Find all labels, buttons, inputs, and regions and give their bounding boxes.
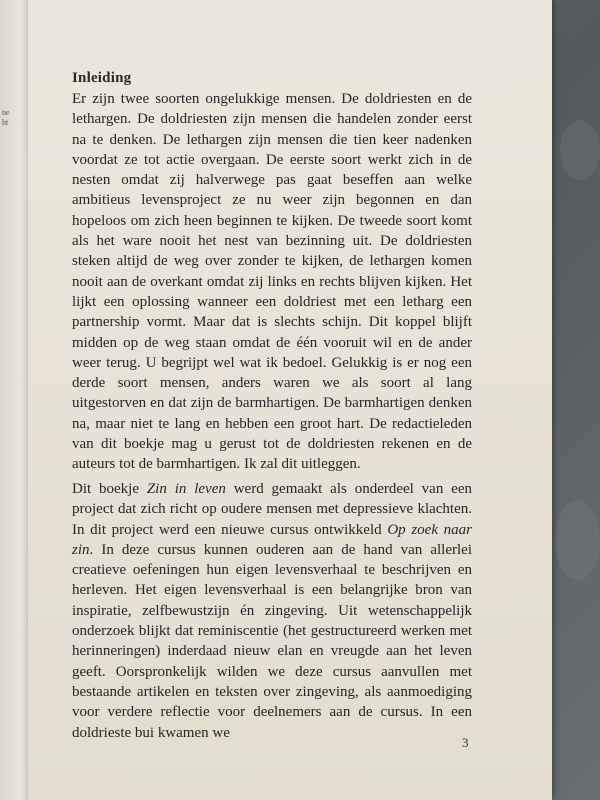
paragraph-2-text: Dit boekje: [72, 481, 147, 497]
book-title: Zin in leven: [146, 481, 226, 497]
paragraph-2-text: . In deze cursus kunnen ouderen aan de hand van allerlei creatieve oefeningen hun eigen levensverhaal te beschrijven en herleven. Het eigen levensverhaal is een belangrijke bron van inspiratie, zelfbewustzijn én zingeving. Uit wetenschappelijk onderzoek blijkt dat reminiscentie (het gestructureerd werken met herinneringen) inderdaad nieuw elan en vreugde aan het leven geeft. Oorspronkelijk wilden we deze cursus aanvullen met bestaande artikelen en teksten over zingeving, als aanmoediging voor verdere reflectie voor deelnemers aan de cursus. In een doldrieste bui kwamen we: [72, 541, 472, 741]
page-number: 3: [462, 735, 469, 750]
course-title: Op zoek naar zin: [72, 521, 472, 558]
paragraph-2: [72, 479, 472, 743]
paragraph-1: Er zijn twee soorten ongelukkige mensen. De doldriesten en de lethargen. De doldriesten zijn mensen die handelen zonder eerst na te denken. De lethargen zijn mensen die tien keer nadenken voordat ze tot actie overgaan. De eerste soort werkt zich in de nesten omdat zij halverwege pas gaat beseffen aan welke ambitieus levensproject ze nu weer zijn begonnen en dan hopeloos om zich heen beginnen te kijken. De tweede soort komt als het ware nooit het nest van bezinning uit. De doldriesten steken altijd de weg over zonder te kijken, de lethargen komen nooit aan de overkant omdat zij links en rechts blijven kijken. Het lijkt een oplossing wanneer een doldriest met een letharg een partnership vormt. Maar dat is slechts schijn. Dit koppel blijft midden op de weg staan omdat de één vooruit wil en de ander weer terug. U begrijpt wel wat ik bedoel. Gelukkig is er nog een derde soort mensen, anders waren we als soort al lang uitgestorven en dat zijn de barmhartigen. De barmhartigen denken na, maar niet te lang en hebben een groot hart. De redactieleden van dit boekje mag u gerust tot de doldriesten rekenen en de auteurs tot de barmhartigen. Ik zal dit uitleggen.: [72, 91, 472, 473]
page-heading: Inleiding: [72, 70, 132, 86]
left-page-fragment-line: ne: [2, 108, 10, 117]
left-page-fragment-line: ht: [2, 118, 9, 127]
paragraph-2-text: werd gemaakt als onderdeel van een project dat zich richt op oudere mensen met depressieve klachten. In dit project werd een nieuwe cursus ontwikkeld: [72, 481, 472, 538]
background-texture: [555, 500, 600, 580]
background-texture: [560, 120, 600, 180]
left-page-text-fragment: [2, 108, 10, 128]
